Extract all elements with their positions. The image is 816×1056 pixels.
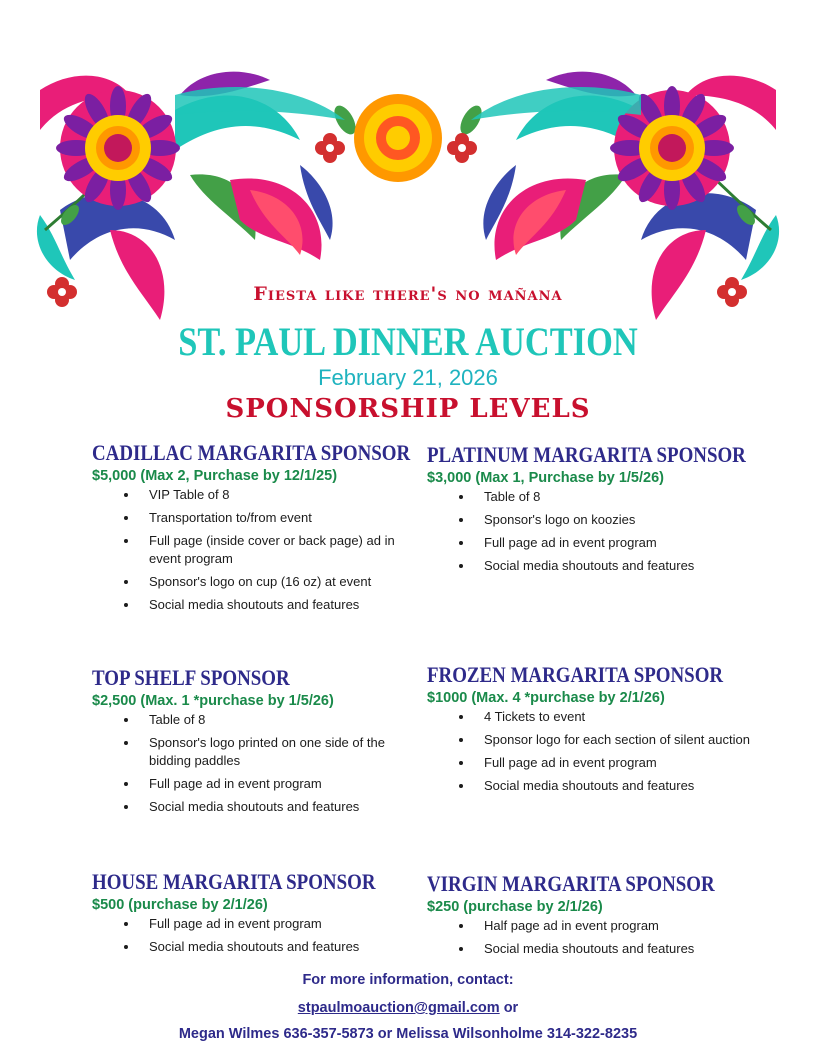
benefit-item: • Full page ad in event program	[139, 775, 422, 793]
benefit-item: • Table of 8	[139, 711, 422, 729]
tagline: Fiesta like there's no mañana	[253, 283, 563, 305]
benefit-list	[92, 915, 422, 956]
sponsor-price: $3,000 (Max 1, Purchase by 1/5/26)	[427, 470, 664, 486]
benefit-item: • Transportation to/from event	[139, 509, 422, 527]
benefit-item: • Social media shoutouts and features	[139, 938, 422, 956]
benefit-list	[92, 486, 422, 614]
sponsor-name: HOUSE MARGARITA SPONSOR	[92, 869, 376, 894]
sponsor-name: CADILLAC MARGARITA SPONSOR	[92, 440, 411, 465]
sponsor-frozen	[427, 662, 757, 800]
benefit-item: • Sponsor's logo on koozies	[474, 511, 757, 529]
benefit-list	[427, 708, 757, 795]
sponsor-cadillac	[92, 440, 422, 619]
benefit-item: • VIP Table of 8	[139, 486, 422, 504]
sponsor-price: $2,500 (Max. 1 *purchase by 1/5/26)	[92, 693, 334, 709]
sponsor-price: $1000 (Max. 4 *purchase by 2/1/26)	[427, 690, 665, 706]
benefit-item: • Full page ad in event program	[474, 534, 757, 552]
benefit-item: • Half page ad in event program	[474, 917, 757, 935]
benefit-item: • Full page ad in event program	[474, 754, 757, 772]
sponsor-top-shelf	[92, 665, 422, 821]
benefit-list	[427, 488, 757, 575]
sponsor-house	[92, 869, 422, 961]
benefit-item: • 4 Tickets to event	[474, 708, 757, 726]
sponsor-virgin	[427, 871, 757, 963]
sponsor-name: PLATINUM MARGARITA SPONSOR	[427, 442, 746, 467]
contact-people: Megan Wilmes 636-357-5873 or Melissa Wilsonholme 314-322-8235	[178, 1026, 638, 1042]
sponsor-price: $250 (purchase by 2/1/26)	[427, 899, 603, 915]
benefit-item: • Sponsor's logo printed on one side of the bidding paddles	[139, 734, 422, 770]
benefit-item: • Full page (inside cover or back page) ad in event program	[139, 532, 422, 568]
page-title: ST. PAUL DINNER AUCTION	[178, 319, 638, 364]
benefit-item: • Social media shoutouts and features	[474, 777, 757, 795]
contact-heading: For more information, contact:	[302, 972, 514, 988]
benefit-item: • Full page ad in event program	[139, 915, 422, 933]
contact-or: or	[499, 1000, 519, 1016]
benefit-item: • Sponsor's logo on cup (16 oz) at event	[139, 573, 422, 591]
sponsor-name: FROZEN MARGARITA SPONSOR	[427, 662, 724, 687]
floral-banner	[0, 0, 816, 360]
benefit-item: • Social media shoutouts and features	[139, 596, 422, 614]
benefit-item: • Social media shoutouts and features	[474, 940, 757, 958]
sponsor-name: TOP SHELF SPONSOR	[92, 665, 290, 690]
sponsor-price: $500 (purchase by 2/1/26)	[92, 897, 268, 913]
section-title: SPONSORSHIP LEVELS	[225, 394, 591, 424]
benefit-item: • Table of 8	[474, 488, 757, 506]
sponsor-price: $5,000 (Max 2, Purchase by 12/1/25)	[92, 468, 338, 484]
contact-email-line	[0, 1000, 816, 1016]
sponsor-platinum	[427, 442, 757, 580]
benefit-item: • Sponsor logo for each section of silent auction	[474, 731, 757, 749]
benefit-list	[427, 917, 757, 958]
contact-email-link[interactable]: stpaulmoauction@gmail.com	[297, 1000, 500, 1016]
benefit-item: • Social media shoutouts and features	[139, 798, 422, 816]
benefit-item: • Social media shoutouts and features	[474, 557, 757, 575]
event-date: February 21, 2026	[318, 365, 498, 390]
benefit-list	[92, 711, 422, 816]
sponsor-name: VIRGIN MARGARITA SPONSOR	[427, 871, 715, 896]
